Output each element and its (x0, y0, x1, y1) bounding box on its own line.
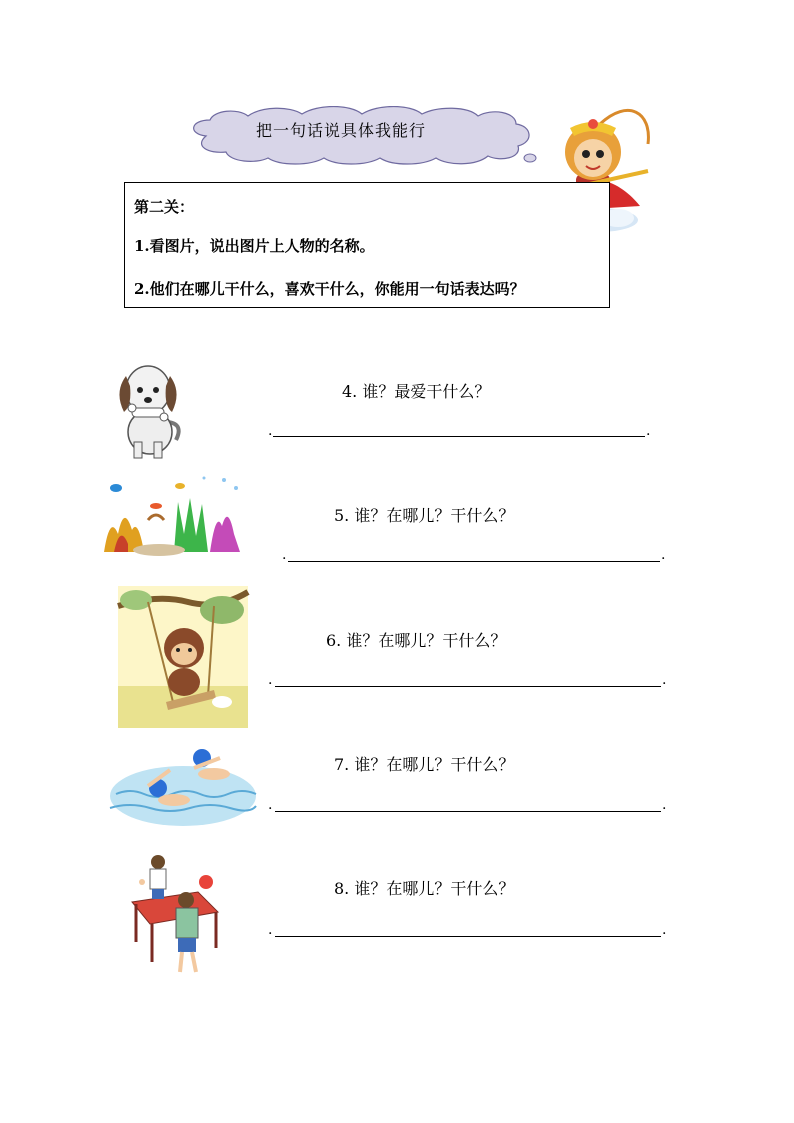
question-prompt: 8. 谁？在哪儿？干什么？ (334, 879, 515, 898)
ping-pong-icon (128, 852, 226, 976)
answer-dot: . (268, 672, 273, 688)
task-item-1: 1.看图片，说出图片上人物的名称。 (134, 237, 375, 255)
task-item-2: 2.他们在哪儿干什么，喜欢干什么，你能用一句话表达吗？ (134, 280, 525, 298)
answer-dot: . (282, 547, 287, 563)
answer-end: . (646, 423, 651, 439)
answer-end: . (662, 797, 667, 813)
task-box (124, 182, 610, 308)
answer-line[interactable] (275, 811, 661, 812)
monkey-swing-icon (118, 586, 248, 728)
answer-dot: . (268, 423, 273, 439)
answer-dot: . (268, 922, 273, 938)
answer-line[interactable] (275, 936, 661, 937)
question-prompt: 6. 谁？在哪儿？干什么？ (326, 631, 507, 650)
answer-end: . (661, 547, 666, 563)
answer-end: . (662, 672, 667, 688)
answer-end: . (662, 922, 667, 938)
question-prompt: 4. 谁？最爱干什么？ (342, 382, 491, 401)
dog-icon (114, 362, 184, 460)
question-prompt: 5. 谁？在哪儿？干什么？ (334, 506, 515, 525)
question-prompt: 7. 谁？在哪儿？干什么？ (334, 755, 515, 774)
task-heading: 第二关： (134, 198, 195, 216)
fish-icon (104, 474, 244, 554)
answer-line[interactable] (275, 686, 661, 687)
banner-title: 把一句话说具体我能行 (255, 121, 426, 140)
answer-line[interactable] (273, 436, 645, 437)
answer-line[interactable] (288, 561, 660, 562)
swimmers-icon (110, 744, 256, 830)
answer-dot: . (268, 797, 273, 813)
